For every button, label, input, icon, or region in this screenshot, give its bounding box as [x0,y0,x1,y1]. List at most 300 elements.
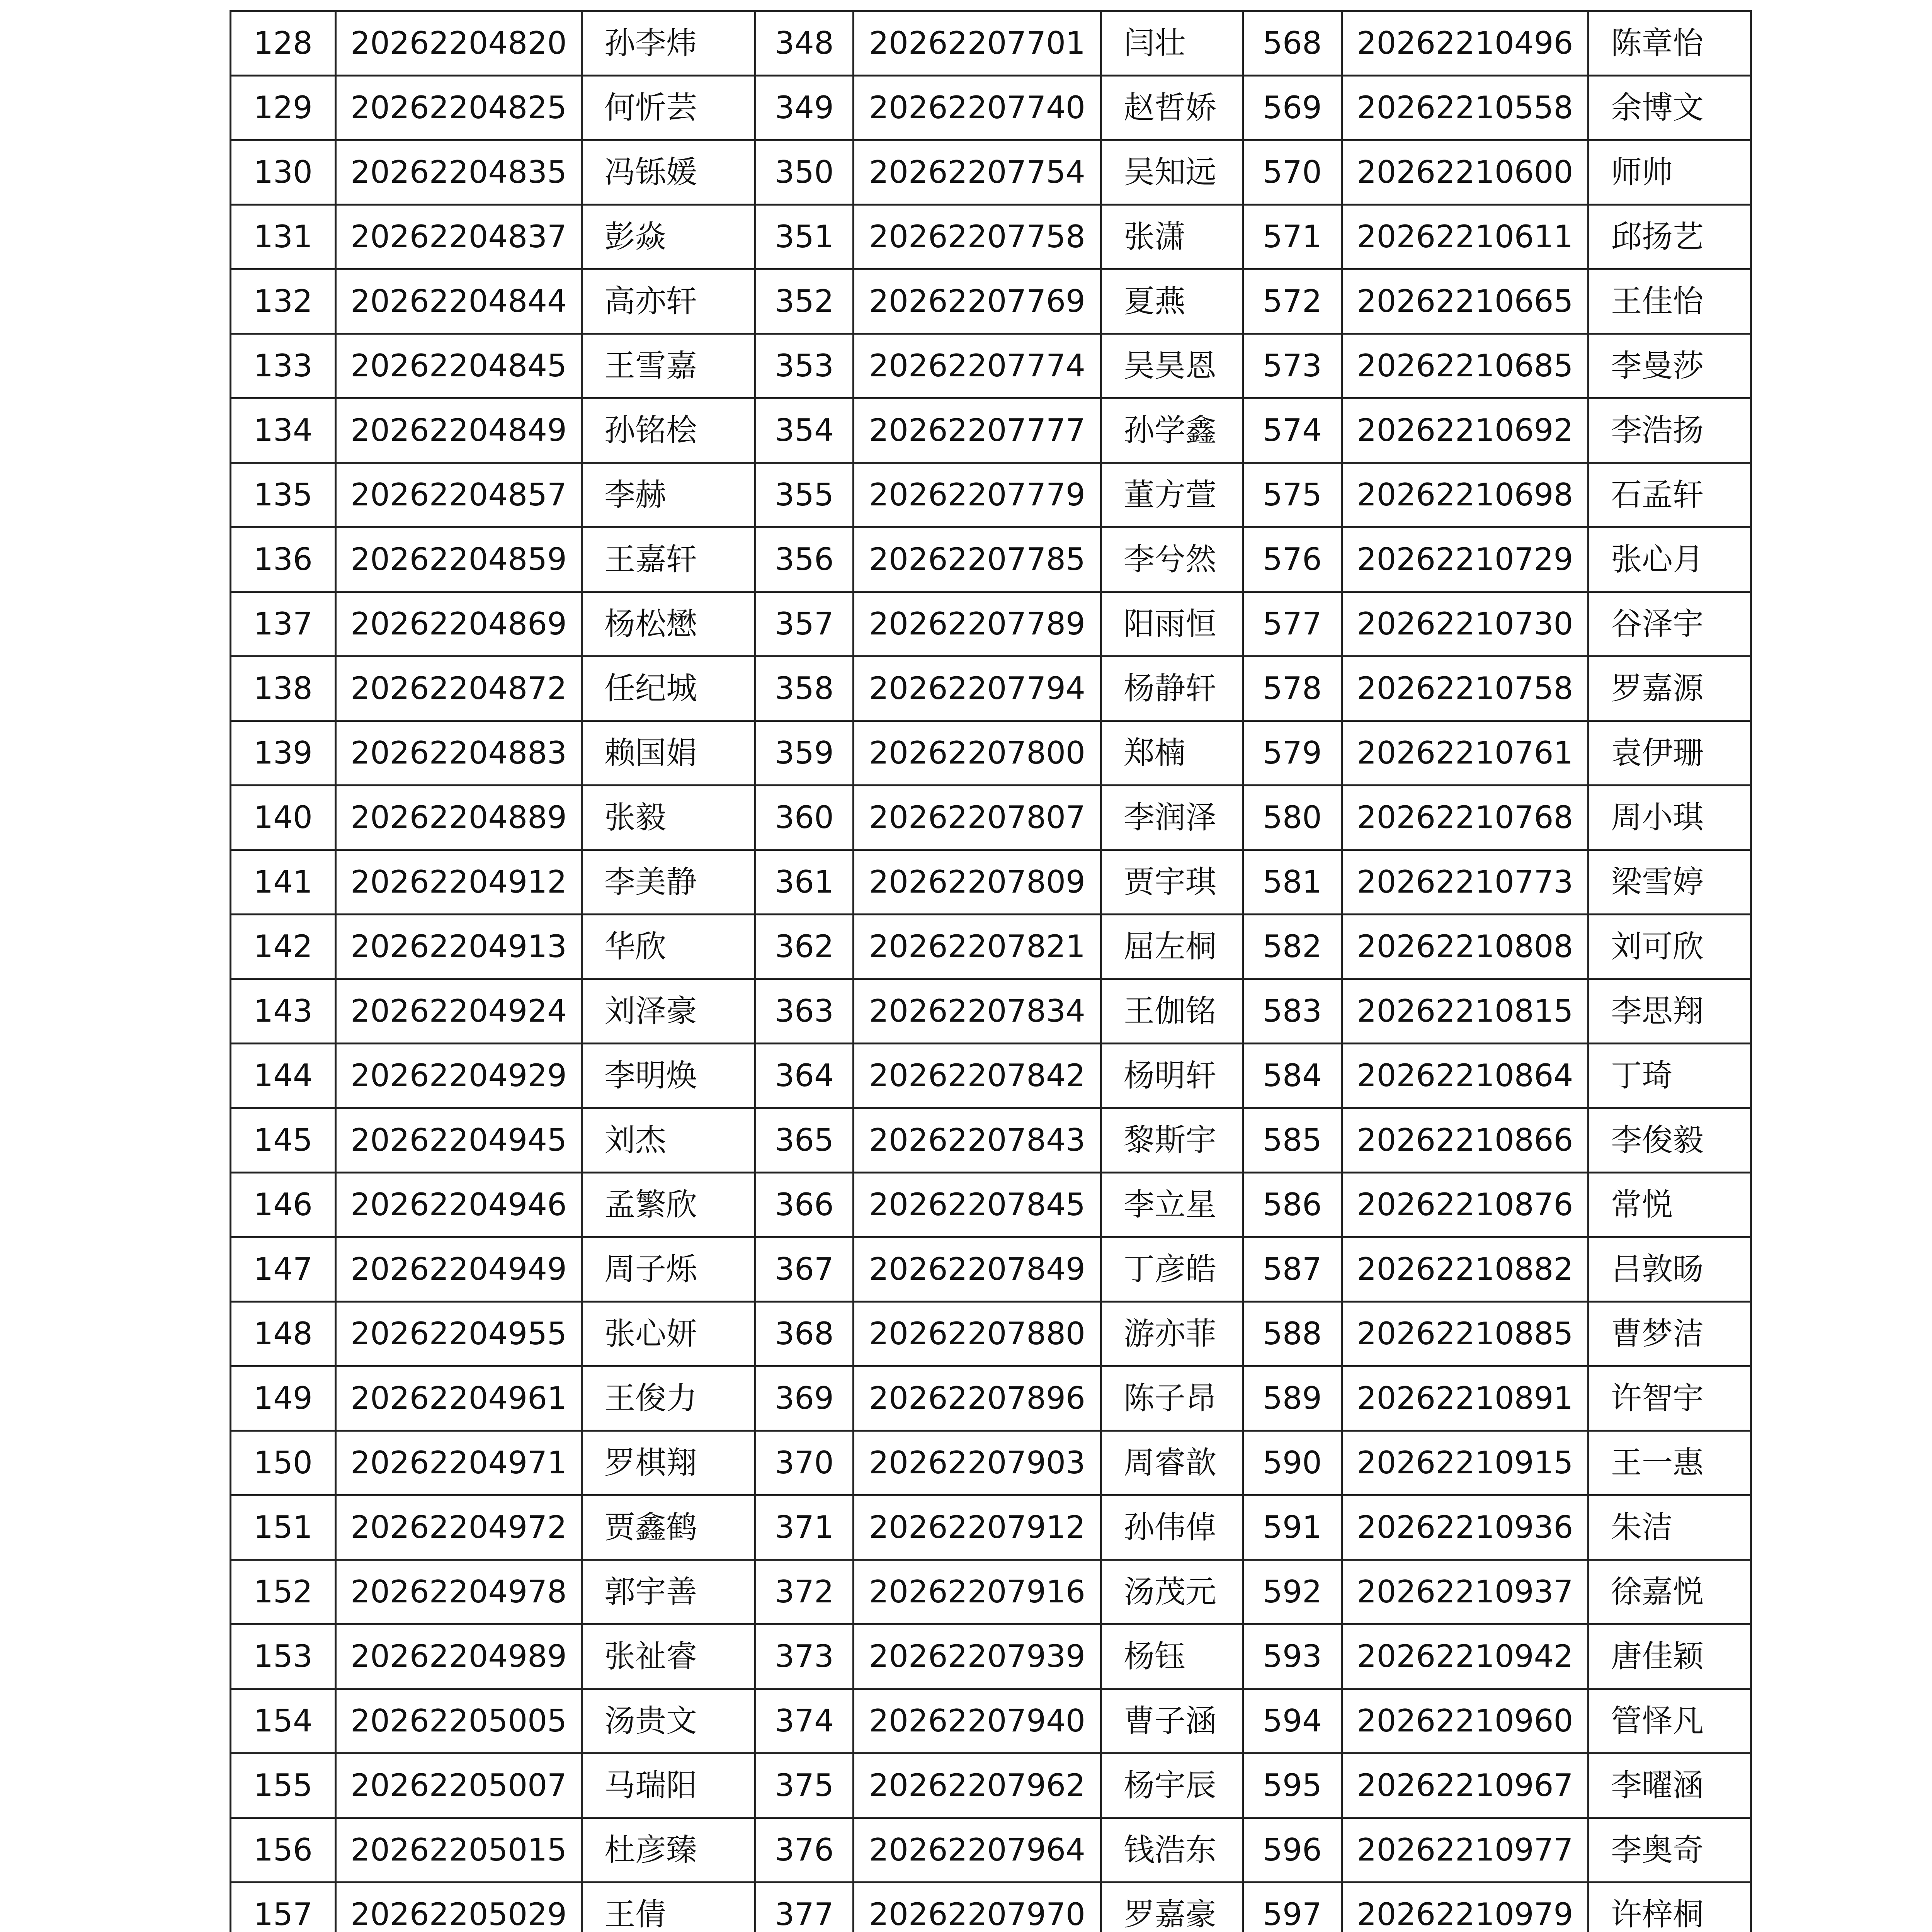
seq-no-cell: 578 [1243,656,1342,721]
exam-id-cell: 20262210866 [1342,1108,1588,1173]
seq-no-cell: 588 [1243,1302,1342,1366]
exam-id-cell: 20262204844 [336,269,582,334]
exam-id-cell: 20262207842 [854,1044,1101,1108]
exam-id-cell: 20262210891 [1342,1366,1588,1431]
exam-id-cell: 20262204835 [336,140,582,205]
exam-id-cell: 20262207785 [854,527,1101,592]
seq-no-cell: 138 [231,656,336,721]
student-name-cell: 李兮然 [1101,527,1243,592]
seq-no-cell: 145 [231,1108,336,1173]
student-name-cell: 王佳怡 [1588,269,1751,334]
seq-no-cell: 353 [755,334,854,398]
student-name-cell: 管怿凡 [1588,1689,1751,1753]
student-name-cell: 李奥奇 [1588,1818,1751,1883]
exam-id-cell: 20262204845 [336,334,582,398]
exam-id-cell: 20262207896 [854,1366,1101,1431]
student-name-cell: 孙学鑫 [1101,398,1243,463]
seq-no-cell: 364 [755,1044,854,1108]
student-name-cell: 王倩 [582,1883,755,1932]
seq-no-cell: 357 [755,592,854,656]
student-name-cell: 张心月 [1588,527,1751,592]
seq-no-cell: 358 [755,656,854,721]
seq-no-cell: 363 [755,979,854,1044]
student-name-cell: 赖国娟 [582,721,755,786]
exam-id-cell: 20262204955 [336,1302,582,1366]
seq-no-cell: 584 [1243,1044,1342,1108]
exam-id-cell: 20262210729 [1342,527,1588,592]
seq-no-cell: 575 [1243,463,1342,527]
exam-id-cell: 20262210936 [1342,1495,1588,1560]
seq-no-cell: 156 [231,1818,336,1883]
exam-id-cell: 20262210876 [1342,1173,1588,1237]
exam-id-cell: 20262210960 [1342,1689,1588,1753]
table-row [231,205,1751,269]
seq-no-cell: 131 [231,205,336,269]
exam-id-cell: 20262207789 [854,592,1101,656]
student-name-cell: 梁雪婷 [1588,850,1751,915]
exam-id-cell: 20262210967 [1342,1753,1588,1818]
student-name-cell: 余博文 [1588,76,1751,140]
student-name-cell: 周小琪 [1588,786,1751,850]
seq-no-cell: 573 [1243,334,1342,398]
seq-no-cell: 574 [1243,398,1342,463]
student-name-cell: 马瑞阳 [582,1753,755,1818]
student-name-cell: 唐佳颖 [1588,1624,1751,1689]
student-name-cell: 李立星 [1101,1173,1243,1237]
seq-no-cell: 576 [1243,527,1342,592]
seq-no-cell: 362 [755,915,854,979]
exam-id-cell: 20262204913 [336,915,582,979]
table-row [231,1431,1751,1495]
student-name-cell: 汤茂元 [1101,1560,1243,1624]
exam-id-cell: 20262204849 [336,398,582,463]
table-row [231,398,1751,463]
seq-no-cell: 580 [1243,786,1342,850]
exam-id-cell: 20262204857 [336,463,582,527]
exam-id-cell: 20262207843 [854,1108,1101,1173]
exam-id-cell: 20262210815 [1342,979,1588,1044]
student-name-cell: 李润泽 [1101,786,1243,850]
exam-id-cell: 20262207964 [854,1818,1101,1883]
exam-id-cell: 20262207758 [854,205,1101,269]
seq-no-cell: 370 [755,1431,854,1495]
seq-no-cell: 354 [755,398,854,463]
exam-id-cell: 20262210496 [1342,11,1588,76]
seq-no-cell: 352 [755,269,854,334]
seq-no-cell: 146 [231,1173,336,1237]
exam-id-cell: 20262210730 [1342,592,1588,656]
exam-id-cell: 20262204825 [336,76,582,140]
seq-no-cell: 148 [231,1302,336,1366]
roster-table [230,10,1752,1932]
seq-no-cell: 348 [755,11,854,76]
exam-id-cell: 20262207777 [854,398,1101,463]
student-name-cell: 王伽铭 [1101,979,1243,1044]
student-name-cell: 杨静轩 [1101,656,1243,721]
exam-id-cell: 20262204872 [336,656,582,721]
student-name-cell: 刘杰 [582,1108,755,1173]
student-name-cell: 任纪城 [582,656,755,721]
exam-id-cell: 20262204978 [336,1560,582,1624]
student-name-cell: 王雪嘉 [582,334,755,398]
seq-no-cell: 375 [755,1753,854,1818]
student-name-cell: 邱扬艺 [1588,205,1751,269]
student-name-cell: 郑楠 [1101,721,1243,786]
table-row [231,656,1751,721]
seq-no-cell: 591 [1243,1495,1342,1560]
student-name-cell: 张心妍 [582,1302,755,1366]
student-name-cell: 汤贵文 [582,1689,755,1753]
student-name-cell: 谷泽宇 [1588,592,1751,656]
exam-id-cell: 20262207779 [854,463,1101,527]
exam-id-cell: 20262207807 [854,786,1101,850]
table-row [231,1560,1751,1624]
exam-id-cell: 20262207769 [854,269,1101,334]
exam-id-cell: 20262210915 [1342,1431,1588,1495]
table-row [231,1753,1751,1818]
seq-no-cell: 152 [231,1560,336,1624]
seq-no-cell: 150 [231,1431,336,1495]
student-name-cell: 张毅 [582,786,755,850]
seq-no-cell: 137 [231,592,336,656]
student-name-cell: 孟繁欣 [582,1173,755,1237]
seq-no-cell: 589 [1243,1366,1342,1431]
seq-no-cell: 596 [1243,1818,1342,1883]
exam-id-cell: 20262207939 [854,1624,1101,1689]
student-name-cell: 钱浩东 [1101,1818,1243,1883]
table-row [231,1044,1751,1108]
seq-no-cell: 140 [231,786,336,850]
table-row [231,592,1751,656]
seq-no-cell: 577 [1243,592,1342,656]
exam-id-cell: 20262207754 [854,140,1101,205]
student-name-cell: 常悦 [1588,1173,1751,1237]
exam-id-cell: 20262210977 [1342,1818,1588,1883]
exam-id-cell: 20262204883 [336,721,582,786]
table-row [231,334,1751,398]
exam-id-cell: 20262204972 [336,1495,582,1560]
seq-no-cell: 368 [755,1302,854,1366]
student-name-cell: 李曼莎 [1588,334,1751,398]
exam-id-cell: 20262210864 [1342,1044,1588,1108]
table-row [231,140,1751,205]
table-row [231,1883,1751,1932]
student-name-cell: 曹子涵 [1101,1689,1243,1753]
student-name-cell: 高亦轩 [582,269,755,334]
seq-no-cell: 581 [1243,850,1342,915]
exam-id-cell: 20262207962 [854,1753,1101,1818]
seq-no-cell: 372 [755,1560,854,1624]
seq-no-cell: 594 [1243,1689,1342,1753]
exam-id-cell: 20262210600 [1342,140,1588,205]
exam-id-cell: 20262204929 [336,1044,582,1108]
student-name-cell: 屈左桐 [1101,915,1243,979]
seq-no-cell: 373 [755,1624,854,1689]
student-name-cell: 吴知远 [1101,140,1243,205]
student-name-cell: 吕敦旸 [1588,1237,1751,1302]
exam-id-cell: 20262207849 [854,1237,1101,1302]
seq-no-cell: 147 [231,1237,336,1302]
seq-no-cell: 365 [755,1108,854,1173]
student-name-cell: 贾宇琪 [1101,850,1243,915]
student-name-cell: 张祉睿 [582,1624,755,1689]
student-name-cell: 张潇 [1101,205,1243,269]
table-row [231,979,1751,1044]
exam-id-cell: 20262207940 [854,1689,1101,1753]
student-name-cell: 徐嘉悦 [1588,1560,1751,1624]
student-name-cell: 许智宇 [1588,1366,1751,1431]
seq-no-cell: 367 [755,1237,854,1302]
student-name-cell: 刘可欣 [1588,915,1751,979]
student-name-cell: 师帅 [1588,140,1751,205]
seq-no-cell: 571 [1243,205,1342,269]
seq-no-cell: 592 [1243,1560,1342,1624]
exam-id-cell: 20262204837 [336,205,582,269]
exam-id-cell: 20262204961 [336,1366,582,1431]
seq-no-cell: 587 [1243,1237,1342,1302]
student-name-cell: 孙伟倬 [1101,1495,1243,1560]
seq-no-cell: 139 [231,721,336,786]
exam-id-cell: 20262210611 [1342,205,1588,269]
exam-id-cell: 20262210937 [1342,1560,1588,1624]
exam-id-cell: 20262207916 [854,1560,1101,1624]
exam-id-cell: 20262207774 [854,334,1101,398]
student-name-cell: 夏燕 [1101,269,1243,334]
seq-no-cell: 136 [231,527,336,592]
table-row [231,1624,1751,1689]
student-name-cell: 罗嘉源 [1588,656,1751,721]
seq-no-cell: 141 [231,850,336,915]
seq-no-cell: 371 [755,1495,854,1560]
student-name-cell: 石孟轩 [1588,463,1751,527]
seq-no-cell: 369 [755,1366,854,1431]
student-name-cell: 王一惠 [1588,1431,1751,1495]
student-name-cell: 李浩扬 [1588,398,1751,463]
seq-no-cell: 377 [755,1883,854,1932]
roster-table-body [231,11,1751,1932]
student-name-cell: 彭焱 [582,205,755,269]
table-row [231,1818,1751,1883]
student-name-cell: 闫壮 [1101,11,1243,76]
table-row [231,786,1751,850]
student-name-cell: 赵哲娇 [1101,76,1243,140]
exam-id-cell: 20262210761 [1342,721,1588,786]
student-name-cell: 周子烁 [582,1237,755,1302]
student-name-cell: 朱洁 [1588,1495,1751,1560]
student-name-cell: 李思翔 [1588,979,1751,1044]
table-row [231,11,1751,76]
student-name-cell: 杨钰 [1101,1624,1243,1689]
seq-no-cell: 350 [755,140,854,205]
seq-no-cell: 356 [755,527,854,592]
exam-id-cell: 20262205005 [336,1689,582,1753]
exam-id-cell: 20262207880 [854,1302,1101,1366]
seq-no-cell: 351 [755,205,854,269]
student-name-cell: 何忻芸 [582,76,755,140]
seq-no-cell: 593 [1243,1624,1342,1689]
seq-no-cell: 133 [231,334,336,398]
exam-id-cell: 20262207834 [854,979,1101,1044]
seq-no-cell: 361 [755,850,854,915]
exam-id-cell: 20262210773 [1342,850,1588,915]
exam-id-cell: 20262204945 [336,1108,582,1173]
student-name-cell: 袁伊珊 [1588,721,1751,786]
seq-no-cell: 129 [231,76,336,140]
exam-id-cell: 20262207794 [854,656,1101,721]
table-row [231,1366,1751,1431]
seq-no-cell: 586 [1243,1173,1342,1237]
student-name-cell: 孙铭桧 [582,398,755,463]
student-name-cell: 周睿歆 [1101,1431,1243,1495]
exam-id-cell: 20262210698 [1342,463,1588,527]
exam-id-cell: 20262204971 [336,1431,582,1495]
seq-no-cell: 359 [755,721,854,786]
table-row [231,463,1751,527]
student-name-cell: 董方萱 [1101,463,1243,527]
seq-no-cell: 349 [755,76,854,140]
seq-no-cell: 142 [231,915,336,979]
student-name-cell: 李美静 [582,850,755,915]
exam-id-cell: 20262210758 [1342,656,1588,721]
student-name-cell: 丁彦皓 [1101,1237,1243,1302]
seq-no-cell: 579 [1243,721,1342,786]
seq-no-cell: 374 [755,1689,854,1753]
table-row [231,915,1751,979]
exam-id-cell: 20262207800 [854,721,1101,786]
table-row [231,76,1751,140]
table-row [231,1108,1751,1173]
exam-id-cell: 20262210979 [1342,1883,1588,1932]
seq-no-cell: 570 [1243,140,1342,205]
student-name-cell: 阳雨恒 [1101,592,1243,656]
exam-id-cell: 20262204924 [336,979,582,1044]
table-row [231,527,1751,592]
seq-no-cell: 157 [231,1883,336,1932]
student-name-cell: 游亦菲 [1101,1302,1243,1366]
table-row [231,1237,1751,1302]
table-row [231,269,1751,334]
exam-id-cell: 20262204989 [336,1624,582,1689]
student-name-cell: 杨宇辰 [1101,1753,1243,1818]
seq-no-cell: 360 [755,786,854,850]
exam-id-cell: 20262204946 [336,1173,582,1237]
table-row [231,1495,1751,1560]
exam-id-cell: 20262210768 [1342,786,1588,850]
exam-id-cell: 20262204912 [336,850,582,915]
exam-id-cell: 20262205015 [336,1818,582,1883]
table-row [231,1173,1751,1237]
student-name-cell: 李赫 [582,463,755,527]
exam-id-cell: 20262207903 [854,1431,1101,1495]
seq-no-cell: 583 [1243,979,1342,1044]
exam-id-cell: 20262207970 [854,1883,1101,1932]
student-name-cell: 孙李炜 [582,11,755,76]
table-row [231,850,1751,915]
seq-no-cell: 585 [1243,1108,1342,1173]
exam-id-cell: 20262210808 [1342,915,1588,979]
seq-no-cell: 568 [1243,11,1342,76]
student-name-cell: 贾鑫鹤 [582,1495,755,1560]
seq-no-cell: 155 [231,1753,336,1818]
table-row [231,1302,1751,1366]
student-name-cell: 李明焕 [582,1044,755,1108]
student-name-cell: 许梓桐 [1588,1883,1751,1932]
student-name-cell: 王嘉轩 [582,527,755,592]
seq-no-cell: 590 [1243,1431,1342,1495]
seq-no-cell: 569 [1243,76,1342,140]
seq-no-cell: 143 [231,979,336,1044]
student-name-cell: 杜彦臻 [582,1818,755,1883]
student-name-cell: 郭宇善 [582,1560,755,1624]
exam-id-cell: 20262204869 [336,592,582,656]
exam-id-cell: 20262207701 [854,11,1101,76]
student-name-cell: 王俊力 [582,1366,755,1431]
seq-no-cell: 366 [755,1173,854,1237]
seq-no-cell: 355 [755,463,854,527]
student-name-cell: 华欣 [582,915,755,979]
exam-id-cell: 20262207740 [854,76,1101,140]
table-row [231,721,1751,786]
student-name-cell: 杨松懋 [582,592,755,656]
student-name-cell: 罗棋翔 [582,1431,755,1495]
exam-id-cell: 20262204859 [336,527,582,592]
exam-id-cell: 20262207845 [854,1173,1101,1237]
seq-no-cell: 149 [231,1366,336,1431]
seq-no-cell: 582 [1243,915,1342,979]
exam-id-cell: 20262210685 [1342,334,1588,398]
exam-id-cell: 20262204820 [336,11,582,76]
exam-id-cell: 20262207821 [854,915,1101,979]
seq-no-cell: 376 [755,1818,854,1883]
student-name-cell: 陈子昂 [1101,1366,1243,1431]
student-name-cell: 李曜涵 [1588,1753,1751,1818]
exam-id-cell: 20262210882 [1342,1237,1588,1302]
exam-id-cell: 20262210942 [1342,1624,1588,1689]
student-name-cell: 李俊毅 [1588,1108,1751,1173]
exam-id-cell: 20262205007 [336,1753,582,1818]
seq-no-cell: 597 [1243,1883,1342,1932]
seq-no-cell: 128 [231,11,336,76]
student-name-cell: 杨明轩 [1101,1044,1243,1108]
seq-no-cell: 135 [231,463,336,527]
seq-no-cell: 595 [1243,1753,1342,1818]
student-name-cell: 丁琦 [1588,1044,1751,1108]
seq-no-cell: 130 [231,140,336,205]
seq-no-cell: 153 [231,1624,336,1689]
seq-no-cell: 572 [1243,269,1342,334]
exam-id-cell: 20262204949 [336,1237,582,1302]
table-row [231,1689,1751,1753]
student-name-cell: 曹梦洁 [1588,1302,1751,1366]
student-name-cell: 罗嘉豪 [1101,1883,1243,1932]
exam-id-cell: 20262205029 [336,1883,582,1932]
exam-id-cell: 20262210558 [1342,76,1588,140]
student-name-cell: 冯铄媛 [582,140,755,205]
exam-id-cell: 20262210665 [1342,269,1588,334]
seq-no-cell: 154 [231,1689,336,1753]
exam-id-cell: 20262207912 [854,1495,1101,1560]
seq-no-cell: 144 [231,1044,336,1108]
seq-no-cell: 134 [231,398,336,463]
seq-no-cell: 151 [231,1495,336,1560]
student-name-cell: 黎斯宇 [1101,1108,1243,1173]
exam-id-cell: 20262204889 [336,786,582,850]
student-name-cell: 陈章怡 [1588,11,1751,76]
student-name-cell: 吴昊恩 [1101,334,1243,398]
exam-id-cell: 20262207809 [854,850,1101,915]
student-name-cell: 刘泽豪 [582,979,755,1044]
exam-id-cell: 20262210692 [1342,398,1588,463]
